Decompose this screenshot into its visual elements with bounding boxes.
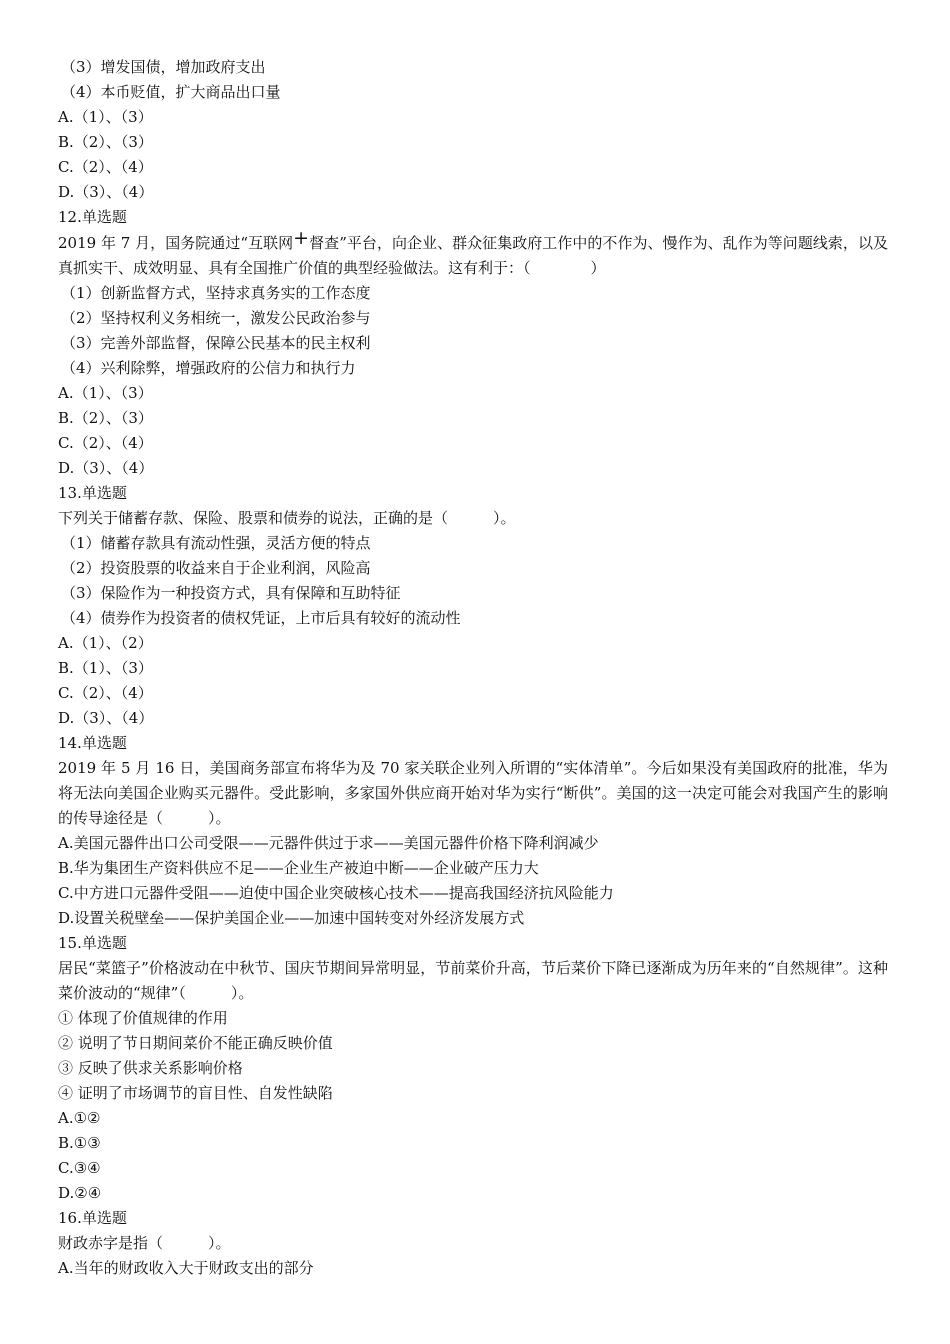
answer-choice-d[interactable]: D.（3）、（4） bbox=[58, 183, 154, 201]
answer-choice-d[interactable]: D.（3）、（4） bbox=[58, 709, 154, 727]
question-11-tail bbox=[58, 55, 888, 205]
option-line: （2）投资股票的收益来自于企业利润，风险高 bbox=[61, 559, 371, 577]
answer-choice-a[interactable]: A.当年的财政收入大于财政支出的部分 bbox=[58, 1259, 314, 1277]
stem-part-2: 督查”平台，向企业、群众征集政府工作中的不作为、慢作为、乱作为等问题线索，以及真抓实干、成效明显、具有全国推广价值的典型经验做法。这有利于：（ ） bbox=[58, 234, 888, 277]
question-15 bbox=[58, 931, 888, 1206]
answer-choice-b[interactable]: B.①③ bbox=[58, 1134, 101, 1152]
question-header: 15.单选题 bbox=[58, 934, 127, 952]
question-header: 16.单选题 bbox=[58, 1209, 127, 1227]
question-stem: 下列关于储蓄存款、保险、股票和债券的说法，正确的是（ ）。 bbox=[58, 509, 516, 527]
answer-choice-b[interactable]: B.华为集团生产资料供应不足——企业生产被迫中断——企业破产压力大 bbox=[58, 859, 539, 877]
answer-choice-c[interactable]: C.（2）、（4） bbox=[58, 158, 153, 176]
option-line: ③ 反映了供求关系影响价格 bbox=[58, 1059, 243, 1077]
answer-choice-d[interactable]: D.②④ bbox=[58, 1184, 102, 1202]
option-line: （4）债券作为投资者的债权凭证，上市后具有较好的流动性 bbox=[61, 609, 461, 627]
question-stem: 居民“菜篮子”价格波动在中秋节、国庆节期间异常明显，节前菜价升高，节后菜价下降已逐渐成为历年来的“自然规律”。这种菜价波动的“规律”（ ）。 bbox=[58, 959, 888, 1002]
answer-choice-b[interactable]: B.（2）、（3） bbox=[58, 409, 153, 427]
answer-choice-d[interactable]: D.设置关税壁垒——保护美国企业——加速中国转变对外经济发展方式 bbox=[58, 909, 525, 927]
option-line: （1）储蓄存款具有流动性强，灵活方便的特点 bbox=[61, 534, 371, 552]
question-16 bbox=[58, 1206, 888, 1281]
answer-choice-c[interactable]: C.③④ bbox=[58, 1159, 101, 1177]
stem-part-1: 2019 年 7 月，国务院通过“互联网 bbox=[58, 234, 294, 252]
question-stem: 2019 年 5 月 16 日，美国商务部宣布将华为及 70 家关联企业列入所谓的“实体清单”。今后如果没有美国政府的批准，华为将无法向美国企业购买元器件。受此影响，多家国外供应商开始对华为实行“断供”。美国的这一决定可能会对我国产生的影响的传导途径是（ ）。 bbox=[58, 759, 888, 827]
question-header: 14.单选题 bbox=[58, 734, 127, 752]
option-line: （2）坚持权利义务相统一，激发公民政治参与 bbox=[61, 309, 371, 327]
question-header: 13.单选题 bbox=[58, 484, 127, 502]
answer-choice-a[interactable]: A.（1）、（3） bbox=[58, 108, 153, 126]
answer-choice-d[interactable]: D.（3）、（4） bbox=[58, 459, 154, 477]
option-line: （3）增发国债，增加政府支出 bbox=[61, 58, 266, 76]
question-13 bbox=[58, 481, 888, 731]
option-line: ④ 证明了市场调节的盲目性、自发性缺陷 bbox=[58, 1084, 333, 1102]
option-line: （4）本币贬值，扩大商品出口量 bbox=[61, 83, 281, 101]
answer-choice-b[interactable]: B.（2）、（3） bbox=[58, 133, 153, 151]
option-line: （1）创新监督方式，坚持求真务实的工作态度 bbox=[61, 284, 371, 302]
question-stem bbox=[58, 227, 888, 281]
question-14 bbox=[58, 731, 888, 931]
answer-choice-c[interactable]: C.（2）、（4） bbox=[58, 684, 153, 702]
answer-choice-a[interactable]: A.（1）、（2） bbox=[58, 634, 153, 652]
question-header: 12.单选题 bbox=[58, 208, 127, 226]
option-line: ① 体现了价值规律的作用 bbox=[58, 1009, 228, 1027]
option-line: （3）保险作为一种投资方式，具有保障和互助特征 bbox=[61, 584, 401, 602]
answer-choice-b[interactable]: B.（1）、（3） bbox=[58, 659, 153, 677]
option-line: （3）完善外部监督，保障公民基本的民主权利 bbox=[61, 334, 371, 352]
answer-choice-c[interactable]: C.中方进口元器件受阻——迫使中国企业突破核心技术——提高我国经济抗风险能力 bbox=[58, 884, 614, 902]
question-stem: 财政赤字是指（ ）。 bbox=[58, 1234, 231, 1252]
answer-choice-a[interactable]: A.美国元器件出口公司受限——元器件供过于求——美国元器件价格下降利润减少 bbox=[58, 834, 599, 852]
answer-choice-c[interactable]: C.（2）、（4） bbox=[58, 434, 153, 452]
option-line: （4）兴利除弊，增强政府的公信力和执行力 bbox=[61, 359, 356, 377]
answer-choice-a[interactable]: A.①② bbox=[58, 1109, 101, 1127]
plus-sign: + bbox=[293, 227, 310, 249]
answer-choice-a[interactable]: A.（1）、（3） bbox=[58, 384, 153, 402]
option-line: ② 说明了节日期间菜价不能正确反映价值 bbox=[58, 1034, 333, 1052]
question-12 bbox=[58, 205, 888, 481]
exam-page bbox=[58, 55, 888, 1281]
